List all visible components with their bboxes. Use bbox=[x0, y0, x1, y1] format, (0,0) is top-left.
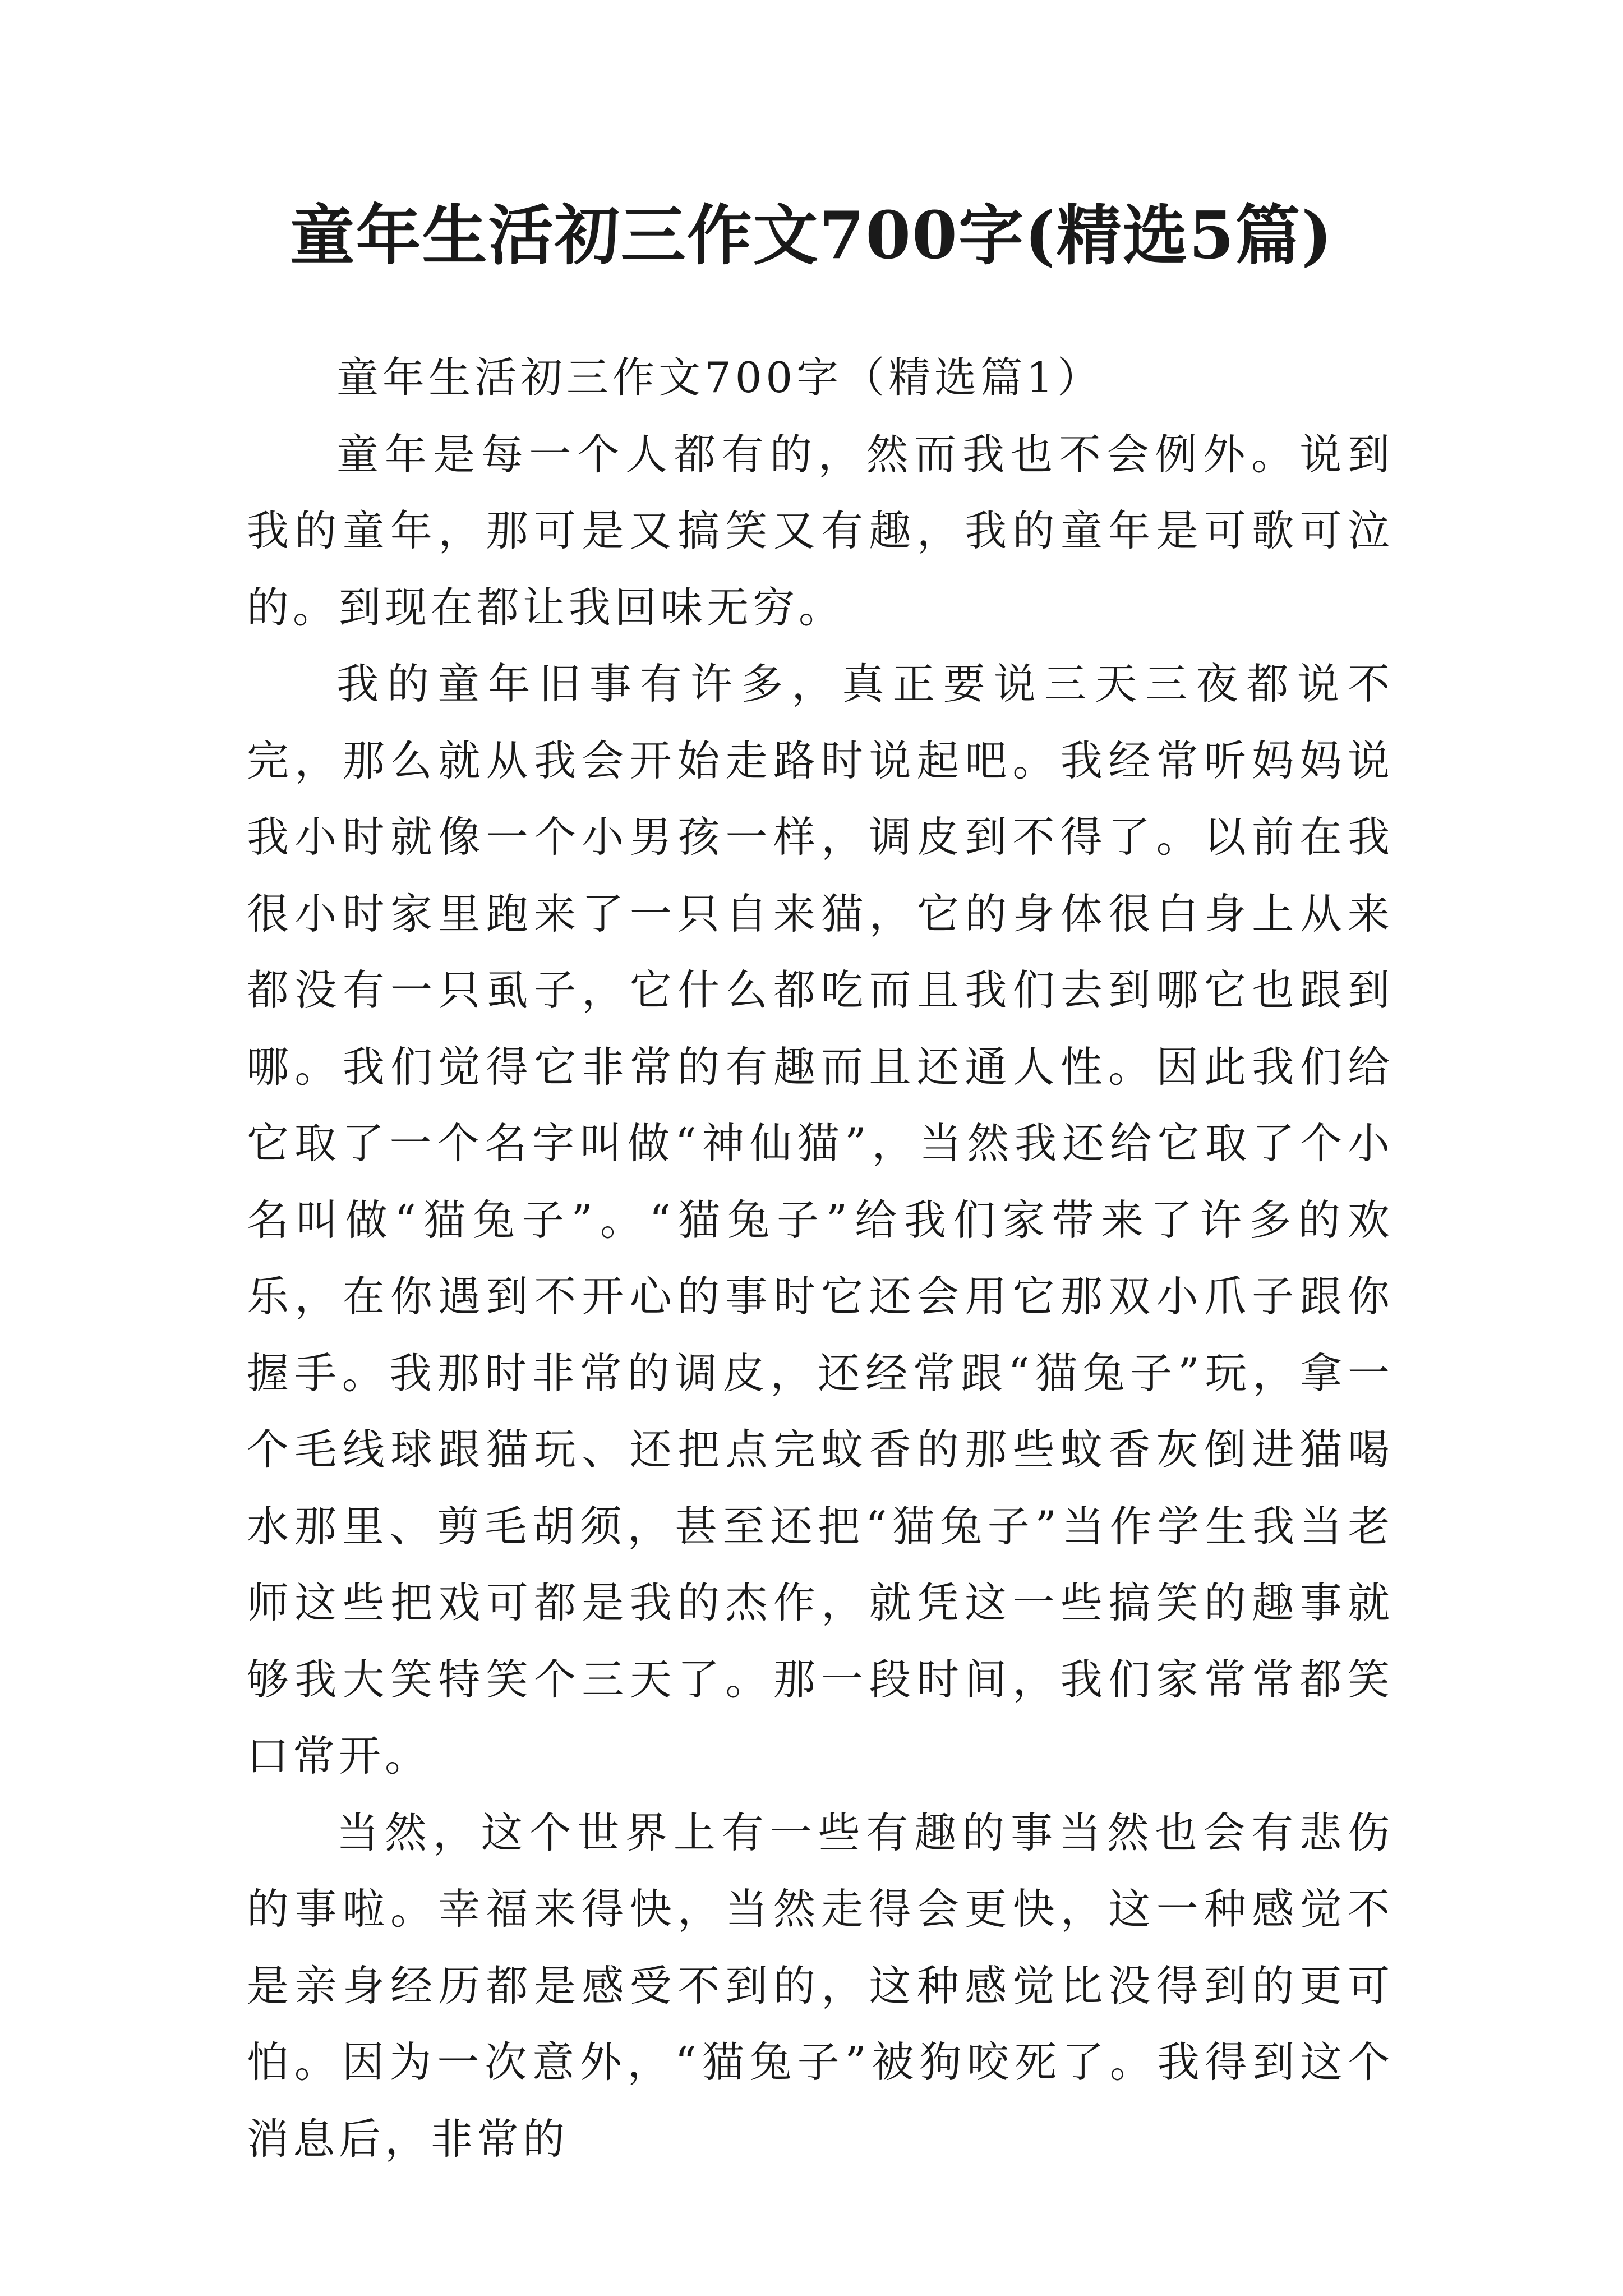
section-heading: 童年生活初三作文700字（精选篇1） bbox=[336, 353, 1103, 402]
paragraph-1: 童年是每一个人都有的，然而我也不会例外。说到我的童年，那可是又搞笑又有趣，我的童年是可歌可泣的。到现在都让我回味无穷。 bbox=[247, 429, 1394, 632]
paragraph-3: 当然，这个世界上有一些有趣的事当然也会有悲伤的事啦。幸福来得快，当然走得会更快，这一种感觉不是亲身经历都是感受不到的，这种感觉比没得到的更可怕。因为一次意外，“猫兔子”被狗咬死了。我得到这个消息后，非常的 bbox=[247, 1807, 1394, 2164]
document-title: 童年生活初三作文700字(精选5篇) bbox=[289, 197, 1334, 274]
document-body bbox=[247, 339, 1394, 2177]
paragraph-2: 我的童年旧事有许多，真正要说三天三夜都说不完，那么就从我会开始走路时说起吧。我经常听妈妈说我小时就像一个小男孩一样，调皮到不得了。以前在我很小时家里跑来了一只自来猫，它的身体很白身上从来都没有一只虱子，它什么都吃而且我们去到哪它也跟到哪。我们觉得它非常的有趣而且还通人性。因此我们给它取了一个名字叫做“神仙猫”，当然我还给它取了个小名叫做“猫兔子”。“猫兔子”给我们家带来了许多的欢乐，在你遇到不开心的事时它还会用它那双小爪子跟你握手。我那时非常的调皮，还经常跟“猫兔子”玩，拿一个毛线球跟猫玩、还把点完蚊香的那些蚊香灰倒进猫喝水那里、剪毛胡须，甚至还把“猫兔子”当作学生我当老师这些把戏可都是我的杰作，就凭这一些搞笑的趣事就够我大笑特笑个三天了。那一段时间，我们家常常都笑口常开。 bbox=[247, 659, 1394, 1780]
